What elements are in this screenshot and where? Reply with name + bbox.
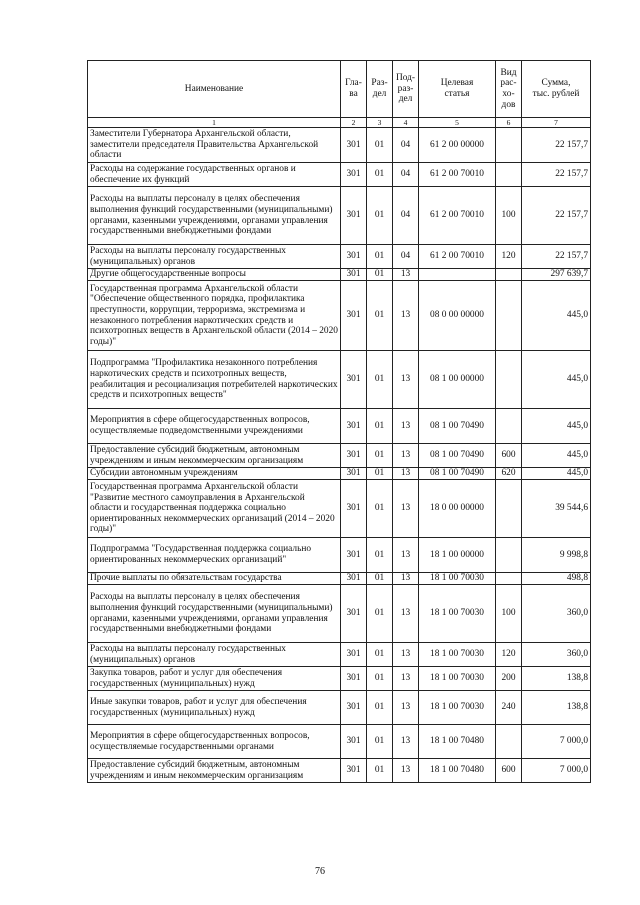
row-name: Подпрограмма "Профилактика незаконного потребления наркотических средств и психотропных веществ, реабилитация и ресоциализация потребителей наркотических средств и психотропных веществ" (88, 351, 341, 409)
row-glava: 301 (341, 759, 367, 783)
row-razdel: 01 (367, 128, 393, 163)
row-razdel: 01 (367, 480, 393, 538)
row-name: Иные закупки товаров, работ и услуг для обеспечения государственных (муниципальных) нужд (88, 691, 341, 725)
row-summa: 39 544,6 (522, 480, 591, 538)
row-statya: 08 1 00 70490 (419, 444, 496, 468)
row-razdel: 01 (367, 409, 393, 444)
header-razdel: Раз- дел (367, 61, 393, 118)
row-podrazdel: 13 (393, 667, 419, 691)
row-razdel: 01 (367, 351, 393, 409)
row-name: Расходы на выплаты персоналу государственных (муниципальных) органов (88, 643, 341, 667)
row-glava: 301 (341, 538, 367, 573)
row-podrazdel: 13 (393, 351, 419, 409)
column-number: 3 (367, 118, 393, 128)
row-vid: 600 (496, 444, 522, 468)
row-statya: 61 2 00 70010 (419, 187, 496, 245)
table-row (88, 128, 591, 163)
table-row (88, 245, 591, 269)
row-glava: 301 (341, 128, 367, 163)
row-statya (419, 269, 496, 281)
row-podrazdel: 04 (393, 128, 419, 163)
row-razdel: 01 (367, 269, 393, 281)
row-statya: 18 1 00 70030 (419, 691, 496, 725)
row-name: Другие общегосударственные вопросы (88, 269, 341, 281)
table-row (88, 643, 591, 667)
row-name: Расходы на содержание государственных органов и обеспечение их функций (88, 163, 341, 187)
row-razdel: 01 (367, 667, 393, 691)
table-row (88, 585, 591, 643)
table-row (88, 725, 591, 759)
row-razdel: 01 (367, 538, 393, 573)
row-statya: 08 1 00 70490 (419, 409, 496, 444)
row-podrazdel: 13 (393, 643, 419, 667)
row-summa: 445,0 (522, 468, 591, 480)
table-row (88, 667, 591, 691)
table-row (88, 468, 591, 480)
row-podrazdel: 13 (393, 691, 419, 725)
row-glava: 301 (341, 187, 367, 245)
row-podrazdel: 13 (393, 538, 419, 573)
row-glava: 301 (341, 269, 367, 281)
row-name: Заместители Губернатора Архангельской области, заместители председателя Правительства Архангельской области (88, 128, 341, 163)
row-summa: 22 157,7 (522, 187, 591, 245)
header-podrazdel: Под- раз- дел (393, 61, 419, 118)
header-name: Наименование (88, 61, 341, 118)
column-number-row (88, 118, 591, 128)
row-summa: 445,0 (522, 281, 591, 351)
column-number: 2 (341, 118, 367, 128)
header-summa: Сумма, тыс. рублей (522, 61, 591, 118)
row-glava: 301 (341, 281, 367, 351)
row-statya: 18 0 00 00000 (419, 480, 496, 538)
row-vid (496, 725, 522, 759)
row-razdel: 01 (367, 725, 393, 759)
table-row (88, 480, 591, 538)
row-summa: 138,8 (522, 667, 591, 691)
row-summa: 22 157,7 (522, 245, 591, 269)
row-name: Прочие выплаты по обязательствам государства (88, 573, 341, 585)
row-glava: 301 (341, 725, 367, 759)
row-podrazdel: 04 (393, 245, 419, 269)
row-summa: 297 639,7 (522, 269, 591, 281)
row-razdel: 01 (367, 691, 393, 725)
column-number: 7 (522, 118, 591, 128)
row-glava: 301 (341, 691, 367, 725)
row-podrazdel: 13 (393, 468, 419, 480)
row-razdel: 01 (367, 281, 393, 351)
row-glava: 301 (341, 245, 367, 269)
row-podrazdel: 13 (393, 725, 419, 759)
row-vid (496, 538, 522, 573)
table-row (88, 269, 591, 281)
row-vid (496, 480, 522, 538)
row-vid: 600 (496, 759, 522, 783)
row-podrazdel: 13 (393, 759, 419, 783)
table-row (88, 538, 591, 573)
row-glava: 301 (341, 480, 367, 538)
row-statya: 18 1 00 70480 (419, 725, 496, 759)
row-summa: 138,8 (522, 691, 591, 725)
row-summa: 445,0 (522, 351, 591, 409)
row-statya: 08 1 00 70490 (419, 468, 496, 480)
row-vid: 100 (496, 585, 522, 643)
row-summa: 7 000,0 (522, 725, 591, 759)
row-razdel: 01 (367, 573, 393, 585)
row-glava: 301 (341, 667, 367, 691)
row-razdel: 01 (367, 643, 393, 667)
row-summa: 22 157,7 (522, 128, 591, 163)
row-name: Закупка товаров, работ и услуг для обеспечения государственных (муниципальных) нужд (88, 667, 341, 691)
row-name: Мероприятия в сфере общегосударственных вопросов, осуществляемые подведомственными учреждениями (88, 409, 341, 444)
row-name: Расходы на выплаты персоналу в целях обеспечения выполнения функций государственными (муниципальными) органами, казенными учреждениями, органами управления государственными внебюджетными фондами (88, 585, 341, 643)
row-statya: 61 2 00 70010 (419, 163, 496, 187)
row-glava: 301 (341, 573, 367, 585)
row-vid: 100 (496, 187, 522, 245)
header-statya: Целевая статья (419, 61, 496, 118)
row-vid (496, 409, 522, 444)
row-statya: 61 2 00 70010 (419, 245, 496, 269)
table-row (88, 351, 591, 409)
row-name: Подпрограмма "Государственная поддержка социально ориентированных некоммерческих организаций" (88, 538, 341, 573)
row-podrazdel: 04 (393, 187, 419, 245)
row-podrazdel: 13 (393, 269, 419, 281)
row-summa: 7 000,0 (522, 759, 591, 783)
row-name: Мероприятия в сфере общегосударственных вопросов, осуществляемые государственными органами (88, 725, 341, 759)
row-name: Государственная программа Архангельской области "Обеспечение общественного порядка, профилактика преступности, коррупции, терроризма, экстремизма и незаконного потребления наркотических средств и психотропных веществ в Архангельской области (2014 – 2020 годы)" (88, 281, 341, 351)
budget-table (87, 60, 591, 783)
table-row (88, 573, 591, 585)
row-vid (496, 269, 522, 281)
row-podrazdel: 13 (393, 444, 419, 468)
row-statya: 18 1 00 70030 (419, 643, 496, 667)
row-podrazdel: 13 (393, 585, 419, 643)
row-vid (496, 163, 522, 187)
row-podrazdel: 13 (393, 281, 419, 351)
row-razdel: 01 (367, 759, 393, 783)
header-vid: Вид рас- хо- дов (496, 61, 522, 118)
row-summa: 9 998,8 (522, 538, 591, 573)
column-number: 6 (496, 118, 522, 128)
column-number: 5 (419, 118, 496, 128)
row-vid (496, 573, 522, 585)
row-glava: 301 (341, 643, 367, 667)
row-name: Расходы на выплаты персоналу в целях обеспечения выполнения функций государственными (муниципальными) органами, казенными учреждениями, органами управления государственными внебюджетными фондами (88, 187, 341, 245)
row-vid: 620 (496, 468, 522, 480)
row-summa: 445,0 (522, 409, 591, 444)
row-glava: 301 (341, 585, 367, 643)
row-vid: 120 (496, 643, 522, 667)
column-number: 1 (88, 118, 341, 128)
row-razdel: 01 (367, 585, 393, 643)
row-statya: 18 1 00 00000 (419, 538, 496, 573)
row-podrazdel: 13 (393, 480, 419, 538)
row-vid (496, 281, 522, 351)
row-vid (496, 351, 522, 409)
page-number: 76 (315, 866, 325, 877)
row-statya: 18 1 00 70030 (419, 667, 496, 691)
header-row (88, 61, 591, 118)
header-glava: Гла- ва (341, 61, 367, 118)
table-row (88, 163, 591, 187)
row-vid: 120 (496, 245, 522, 269)
row-summa: 22 157,7 (522, 163, 591, 187)
table-row (88, 187, 591, 245)
table-row (88, 281, 591, 351)
row-razdel: 01 (367, 245, 393, 269)
table-row (88, 409, 591, 444)
row-statya: 08 1 00 00000 (419, 351, 496, 409)
table-row (88, 444, 591, 468)
row-glava: 301 (341, 351, 367, 409)
row-summa: 360,0 (522, 643, 591, 667)
row-podrazdel: 04 (393, 163, 419, 187)
row-vid (496, 128, 522, 163)
row-statya: 61 2 00 00000 (419, 128, 496, 163)
row-razdel: 01 (367, 163, 393, 187)
table-row (88, 691, 591, 725)
column-number: 4 (393, 118, 419, 128)
row-name: Предоставление субсидий бюджетным, автономным учреждениям и иным некоммерческим организациям (88, 759, 341, 783)
table-row (88, 759, 591, 783)
row-summa: 445,0 (522, 444, 591, 468)
row-razdel: 01 (367, 187, 393, 245)
row-name: Субсидии автономным учреждениям (88, 468, 341, 480)
row-vid: 240 (496, 691, 522, 725)
table-body (88, 128, 591, 783)
row-name: Предоставление субсидий бюджетным, автономным учреждениям и иным некоммерческим организациям (88, 444, 341, 468)
row-razdel: 01 (367, 444, 393, 468)
row-glava: 301 (341, 409, 367, 444)
row-statya: 08 0 00 00000 (419, 281, 496, 351)
row-summa: 498,8 (522, 573, 591, 585)
row-name: Государственная программа Архангельской области "Развитие местного самоуправления в Архангельской области и государственная поддержка социально ориентированных некоммерческих организаций (2014 – 2020 годы)" (88, 480, 341, 538)
row-vid: 200 (496, 667, 522, 691)
row-glava: 301 (341, 444, 367, 468)
row-razdel: 01 (367, 468, 393, 480)
row-statya: 18 1 00 70030 (419, 585, 496, 643)
row-podrazdel: 13 (393, 573, 419, 585)
row-podrazdel: 13 (393, 409, 419, 444)
row-statya: 18 1 00 70480 (419, 759, 496, 783)
row-summa: 360,0 (522, 585, 591, 643)
row-statya: 18 1 00 70030 (419, 573, 496, 585)
row-glava: 301 (341, 163, 367, 187)
row-name: Расходы на выплаты персоналу государственных (муниципальных) органов (88, 245, 341, 269)
row-glava: 301 (341, 468, 367, 480)
